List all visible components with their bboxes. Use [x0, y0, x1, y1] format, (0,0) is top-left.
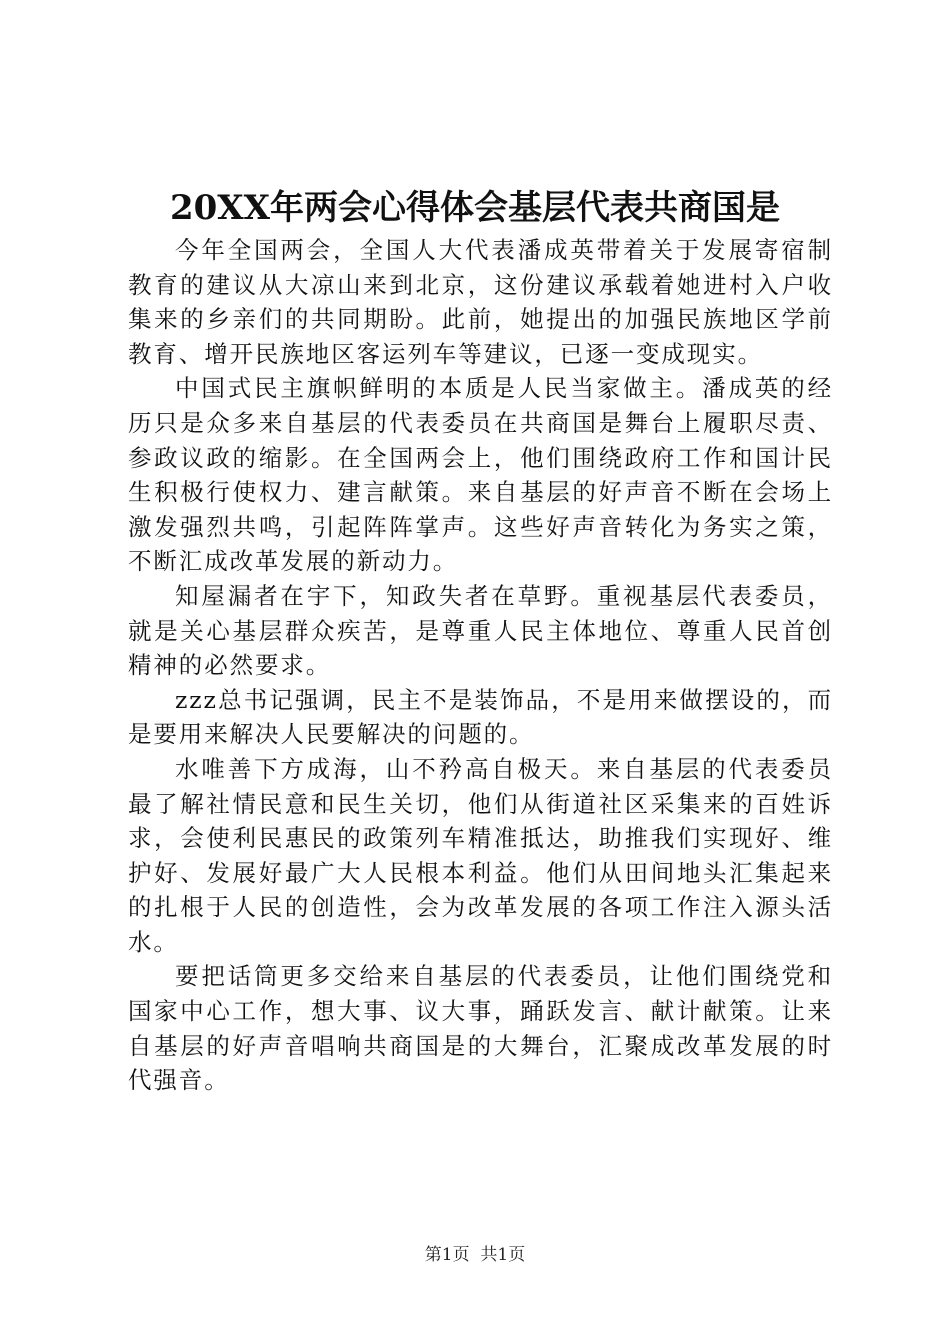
- paragraph: 中国式民主旗帜鲜明的本质是人民当家做主。潘成英的经历只是众多来自基层的代表委员在共商国是舞台上履职尽责、参政议政的缩影。在全国两会上，他们围绕政府工作和国计民生积极行使权力、建言献策。来自基层的好声音不断在会场上激发强烈共鸣，引起阵阵掌声。这些好声音转化为务实之策，不断汇成改革发展的新动力。: [128, 374, 833, 576]
- paragraph: 知屋漏者在宇下，知政失者在草野。重视基层代表委员，就是关心基层群众疾苦，是尊重人民主体地位、尊重人民首创精神的必然要求。: [128, 581, 833, 680]
- page-total: 共1页: [480, 1245, 526, 1265]
- paragraph: zzz总书记强调，民主不是装饰品，不是用来做摆设的，而是要用来解决人民要解决的问题的。: [128, 685, 833, 749]
- page-footer: [0, 1243, 950, 1267]
- paragraph: 要把话筒更多交给来自基层的代表委员，让他们围绕党和国家中心工作，想大事、议大事，踊跃发言、献计献策。让来自基层的好声音唱响共商国是的大舞台，汇聚成改革发展的时代强音。: [128, 962, 833, 1095]
- page-number: 第1页: [424, 1245, 470, 1265]
- paragraph: 水唯善下方成海，山不矜高自极天。来自基层的代表委员最了解社情民意和民生关切，他们从街道社区采集来的百姓诉求，会使利民惠民的政策列车精准抵达，助推我们实现好、维护好、发展好最广大人民根本利益。他们从田间地头汇集起来的扎根于人民的创造性，会为改革发展的各项工作注入源头活水。: [128, 754, 833, 956]
- paragraph: 今年全国两会，全国人大代表潘成英带着关于发展寄宿制教育的建议从大凉山来到北京，这份建议承载着她进村入户收集来的乡亲们的共同期盼。此前，她提出的加强民族地区学前教育、增开民族地区客运列车等建议，已逐一变成现实。: [128, 236, 833, 368]
- document-body: [128, 233, 833, 1098]
- document-title: 20XX年两会心得体会基层代表共商国是: [169, 188, 781, 228]
